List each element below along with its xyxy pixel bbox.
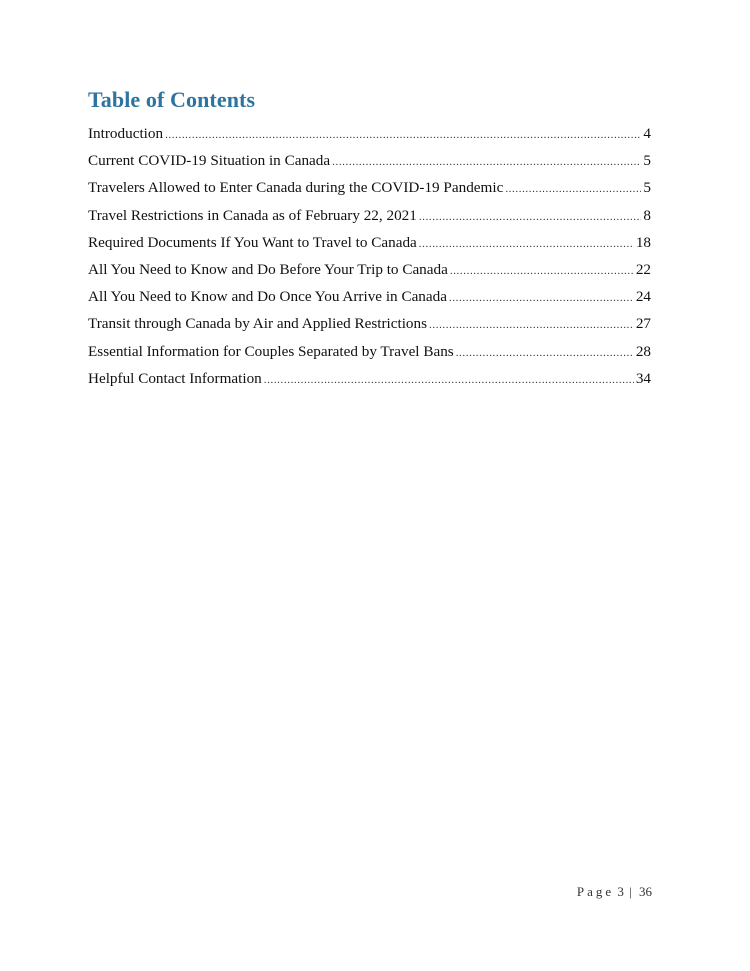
dot-leader (450, 260, 634, 282)
toc-entry-page: 24 (635, 288, 651, 306)
toc-entry-travel-restrictions[interactable] (88, 205, 651, 232)
toc-entry-once-arrive[interactable] (88, 286, 651, 313)
dot-leader (419, 233, 634, 255)
toc-entry-title: Helpful Contact Information (88, 369, 262, 387)
toc-entry-transit[interactable] (88, 313, 651, 340)
toc-entry-before-trip[interactable] (88, 259, 651, 286)
toc-entry-title: Current COVID-19 Situation in Canada (88, 152, 331, 170)
toc-entry-contact-info[interactable] (88, 368, 651, 395)
toc-entry-page: 5 (643, 152, 651, 170)
dot-leader (332, 151, 641, 173)
toc-entry-page: 4 (643, 125, 651, 142)
dot-leader (264, 369, 634, 391)
toc-entry-page: 27 (635, 315, 651, 333)
dot-leader (505, 178, 641, 200)
toc-heading: Table of Contents (88, 87, 256, 112)
current-page-number: 3 (617, 884, 624, 899)
toc-entry-page: 5 (643, 179, 651, 197)
toc-entry-couples[interactable] (88, 341, 651, 368)
toc-entry-title: Required Documents If You Want to Travel to Canada (88, 233, 417, 251)
dot-leader (449, 287, 634, 309)
toc-list (88, 123, 651, 395)
toc-entry-introduction[interactable] (88, 123, 651, 150)
toc-entry-page: 34 (635, 369, 651, 387)
page-footer (577, 884, 652, 900)
toc-entry-page: 22 (635, 260, 651, 278)
page-separator: | (629, 884, 632, 899)
toc-entry-title: Essential Information for Couples Separated by Travel Bans (88, 342, 454, 360)
dot-leader (419, 206, 642, 228)
toc-entry-title: Travel Restrictions in Canada as of February 22, 2021 (88, 206, 417, 224)
toc-entry-page: 8 (643, 206, 651, 224)
toc-entry-title: Travelers Allowed to Enter Canada during the COVID-19 Pandemic (88, 179, 504, 197)
toc-entry-required-documents[interactable] (88, 232, 651, 259)
toc-entry-title: Transit through Canada by Air and Applied Restrictions (88, 315, 428, 333)
total-pages: 36 (639, 884, 652, 899)
toc-entry-title: All You Need to Know and Do Once You Arrive in Canada (88, 288, 447, 306)
toc-entry-current-situation[interactable] (88, 150, 651, 177)
toc-entry-title: All You Need to Know and Do Before Your Trip to Canada (88, 260, 448, 278)
dot-leader (165, 124, 641, 146)
toc-entry-travelers-allowed[interactable] (88, 177, 651, 204)
toc-entry-page: 28 (635, 342, 651, 360)
toc-entry-title: Introduction (88, 125, 164, 142)
dot-leader (429, 314, 634, 336)
dot-leader (456, 342, 634, 364)
page-label: Page (576, 884, 615, 899)
toc-entry-page: 18 (635, 233, 651, 251)
